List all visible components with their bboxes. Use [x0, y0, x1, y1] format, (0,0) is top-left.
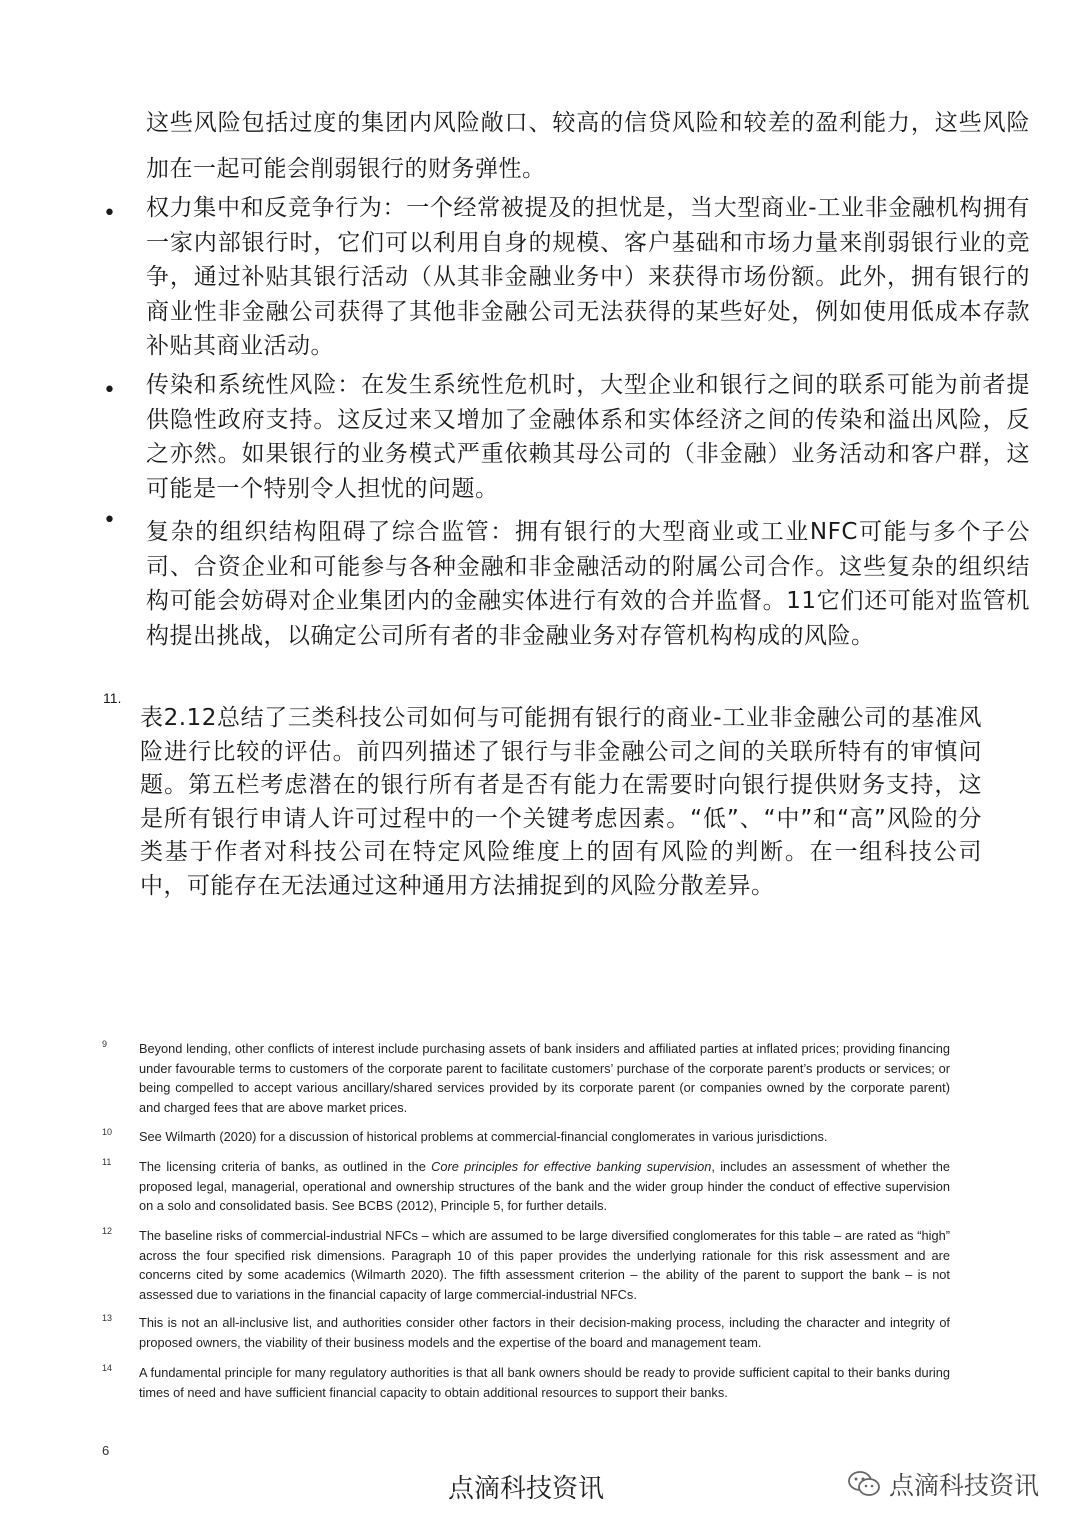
footnote-text: This is not an all-inclusive list, and authorities consider other factors in their decision-making process, including the character and integrity of proposed owners, the viability of their business models and the expertise of the board and management team.: [139, 1315, 950, 1350]
footnote-14: [102, 1363, 950, 1402]
footnote-text: See Wilmarth (2020) for a discussion of historical problems at commercial-financial conglomerates in various jurisdictions.: [139, 1129, 828, 1144]
footnote-text: Beyond lending, other conflicts of interest include purchasing assets of bank insiders and affiliated parties at inflated prices; providing financing under favourable terms to customers of the corporate parent to facilitate customers’ purchase of the corporate parent’s products or services; or being compelled to accept various ancillary/shared services provided by its corporate parent (or companies owned by the corporate parent) and charged fees that are above market prices.: [139, 1041, 950, 1115]
bullet-paragraph-power-concentration: 权力集中和反竞争行为：一个经常被提及的担忧是，当大型商业-工业非金融机构拥有一家内部银行时，它们可以利用自身的规模、客户基础和市场力量来削弱银行业的竞争，通过补贴其银行活动（从其非金融业务中）来获得市场份额。此外，拥有银行的商业性非金融公司获得了其他非金融公司无法获得的某些好处，例如使用低成本存款补贴其商业活动。: [146, 195, 1030, 359]
continuation-paragraph: 这些风险包括过度的集团内风险敞口、较高的信贷风险和较差的盈利能力，这些风险加在一起可能会削弱银行的财务弹性。: [146, 110, 1030, 182]
bullet-marker: •: [103, 378, 116, 403]
footnote-text: The baseline risks of commercial-industrial NFCs – which are assumed to be large diversified conglomerates for this table – are rated as “high” across the four specified risk dimensions. Paragraph 10 of this paper provides the underlying rationale for this risk assessment and are concerns cited by some academics (Wilmarth 2020). The fifth assessment criterion – the ability of the parent to support the bank – is not assessed due to variations in the financial capacity of large commercial-industrial NFCs.: [139, 1228, 950, 1302]
footnote-12: [102, 1226, 950, 1304]
footnote-number: 10: [102, 1127, 113, 1137]
footnote-10: [102, 1127, 950, 1147]
footnote-text: The licensing criteria of banks, as outlined in the Core principles for effective banking supervision, includes an assessment of whether the proposed legal, managerial, operational and ownership structures of the bank and the wider group hinder the conduct of effective supervision on a solo and consolidated basis. See BCBS (2012), Principle 5, for further details.: [139, 1159, 950, 1214]
wechat-watermark: [847, 1466, 1039, 1502]
bullet-marker: •: [103, 201, 116, 226]
footnote-number: 9: [102, 1039, 108, 1049]
paragraph-number: 11.: [103, 690, 122, 706]
wechat-account-name: 点滴科技资讯: [889, 1471, 1040, 1500]
wechat-icon: [847, 1470, 881, 1498]
footnote-11: [102, 1157, 950, 1216]
footer-title: 点滴科技资讯: [448, 1474, 605, 1504]
bullet-paragraph-contagion-risk: 传染和系统性风险：在发生系统性危机时，大型企业和银行之间的联系可能为前者提供隐性政府支持。这反过来又增加了金融体系和实体经济之间的传染和溢出风险，反之亦然。如果银行的业务模式严重依赖其母公司的（非金融）业务活动和客户群，这可能是一个特别令人担忧的问题。: [146, 372, 1030, 502]
paragraph-11: 表2.12总结了三类科技公司如何与可能拥有银行的商业-工业非金融公司的基准风险进行比较的评估。前四列描述了银行与非金融公司之间的关联所特有的审慎问题。第五栏考虑潜在的银行所有者是否有能力在需要时向银行提供财务支持，这是所有银行申请人许可过程中的一个关键考虑因素。“低”、“中”和“高”风险的分类基于作者对科技公司在特定风险维度上的固有风险的判断。在一组科技公司中，可能存在无法通过这种通用方法捕捉到的风险分散差异。: [140, 705, 982, 899]
footnote-9: [102, 1039, 950, 1117]
bullet-marker: •: [103, 508, 116, 533]
footnote-text: A fundamental principle for many regulatory authorities is that all bank owners should be ready to provide sufficient capital to their banks during times of need and have sufficient financial capacity to obtain additional resources to support their banks.: [139, 1365, 950, 1400]
page-number: 6: [102, 1443, 110, 1458]
publication-title: Core principles for effective banking supervision: [431, 1159, 712, 1174]
footnote-number: 12: [102, 1226, 113, 1236]
footnote-number: 11: [102, 1157, 112, 1167]
footnote-number: 13: [102, 1313, 113, 1323]
footnote-number: 14: [102, 1363, 113, 1373]
bullet-paragraph-complex-structures: 复杂的组织结构阻碍了综合监管：拥有银行的大型商业或工业NFC可能与多个子公司、合资企业和可能参与各种金融和非金融活动的附属公司合作。这些复杂的组织结构可能会妨碍对企业集团内的金融实体进行有效的合并监督。11它们还可能对监管机构提出挑战，以确定公司所有者的非金融业务对存管机构构成的风险。: [146, 519, 1030, 649]
footnote-13: [102, 1313, 950, 1352]
